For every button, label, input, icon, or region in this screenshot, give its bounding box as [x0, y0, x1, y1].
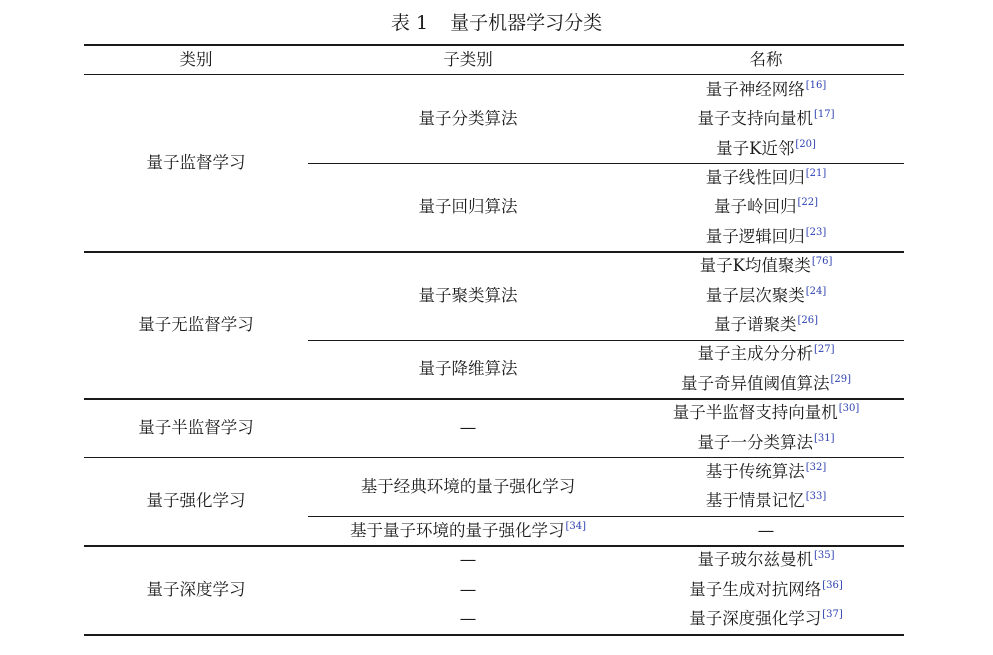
subcategory-cell — [308, 358, 628, 380]
name-cell — [628, 343, 904, 365]
name-cell — [628, 549, 904, 571]
citation-ref: [26] — [797, 314, 819, 326]
group-rule — [84, 251, 904, 252]
name-cell-text: 量子K均值聚类 — [699, 256, 811, 276]
subgroup-rule — [308, 163, 904, 164]
subcategory-cell-text: 量子聚类算法 — [418, 285, 518, 305]
subcategory-cell — [308, 285, 628, 307]
subcategory-cell — [308, 608, 628, 630]
name-cell — [628, 314, 904, 336]
subcategory-cell-text: 基于经典环境的量子强化学习 — [360, 476, 576, 496]
name-cell-text: 量子支持向量机 — [697, 109, 813, 129]
citation-ref: [16] — [805, 79, 827, 91]
citation-ref: [20] — [795, 138, 816, 150]
subcategory-cell-text: — — [459, 550, 477, 570]
name-cell — [628, 196, 904, 218]
citation-ref: [34] — [565, 520, 587, 532]
name-cell — [628, 226, 904, 248]
name-cell — [628, 138, 904, 160]
category-cell — [84, 490, 308, 512]
category-cell — [84, 579, 308, 601]
citation-ref: [36] — [822, 579, 843, 591]
citation-ref: [21] — [805, 167, 827, 179]
name-cell-text: — — [757, 520, 775, 540]
name-cell — [628, 255, 904, 277]
name-cell — [628, 432, 904, 454]
category-cell-text: 量子无监督学习 — [138, 314, 254, 334]
header-category: 类别 — [179, 50, 213, 69]
citation-ref: [22] — [797, 197, 819, 209]
name-cell — [628, 520, 904, 542]
name-cell — [628, 285, 904, 307]
citation-ref: [23] — [805, 226, 827, 238]
group-rule — [84, 398, 904, 399]
group-rule — [84, 545, 904, 546]
name-cell-text: 量子逻辑回归 — [705, 226, 805, 246]
name-cell — [628, 373, 904, 395]
citation-ref: [76] — [811, 256, 833, 268]
citation-ref: [35] — [813, 550, 835, 562]
citation-ref: [30] — [838, 403, 860, 415]
name-cell — [628, 579, 904, 601]
name-cell-text: 量子层次聚类 — [705, 285, 805, 305]
table-title: 量子机器学习分类 — [450, 12, 603, 34]
subcategory-cell — [308, 196, 628, 218]
subcategory-cell — [308, 549, 628, 571]
name-cell — [628, 402, 904, 424]
category-cell-text: 量子监督学习 — [146, 153, 246, 173]
subcategory-cell — [308, 417, 628, 439]
subcategory-cell — [308, 476, 628, 498]
citation-ref: [33] — [805, 491, 827, 503]
name-cell-text: 基于情景记忆 — [705, 491, 805, 511]
name-cell — [628, 108, 904, 130]
subcategory-cell-text: — — [459, 579, 477, 599]
header-name: 名称 — [749, 50, 783, 69]
name-cell-text: 量子奇异值阈值算法 — [680, 373, 830, 393]
subcategory-cell-text: 量子回归算法 — [418, 197, 518, 217]
subcategory-cell-text: — — [459, 608, 477, 628]
top-rule — [84, 44, 904, 46]
name-cell-text: 量子K近邻 — [716, 138, 795, 158]
name-cell-text: 量子一分类算法 — [697, 432, 813, 452]
subcategory-cell — [308, 108, 628, 130]
header-rule — [84, 74, 904, 75]
category-cell-text: 量子强化学习 — [146, 491, 246, 511]
bottom-rule — [84, 634, 904, 636]
name-cell-text: 基于传统算法 — [705, 461, 805, 481]
name-cell — [628, 79, 904, 101]
subcategory-cell — [308, 579, 628, 601]
name-cell — [628, 608, 904, 630]
name-cell-text: 量子岭回归 — [713, 197, 797, 217]
citation-ref: [24] — [805, 285, 827, 297]
name-cell-text: 量子生成对抗网络 — [689, 579, 822, 599]
name-cell-text: 量子玻尔兹曼机 — [697, 550, 813, 570]
name-cell — [628, 490, 904, 512]
citation-ref: [31] — [813, 432, 835, 444]
category-cell — [84, 314, 308, 336]
subcategory-cell — [308, 520, 628, 542]
name-cell-text: 量子神经网络 — [705, 79, 805, 99]
citation-ref: [37] — [822, 608, 843, 620]
name-cell-text: 量子半监督支持向量机 — [672, 403, 838, 423]
table-number: 表 1 — [390, 12, 429, 34]
subcategory-cell-text: 量子分类算法 — [418, 109, 518, 129]
citation-ref: [17] — [813, 109, 835, 121]
name-cell-text: 量子主成分分析 — [697, 344, 813, 364]
citation-ref: [27] — [813, 344, 835, 356]
category-cell — [84, 417, 308, 439]
category-cell — [84, 152, 308, 174]
name-cell — [628, 167, 904, 189]
category-cell-text: 量子半监督学习 — [138, 417, 254, 437]
subgroup-rule — [308, 516, 904, 517]
subgroup-rule — [308, 340, 904, 341]
subcategory-cell-text: 基于量子环境的量子强化学习 — [349, 520, 565, 540]
citation-ref: [32] — [805, 461, 827, 473]
category-cell-text: 量子深度学习 — [146, 579, 246, 599]
name-cell-text: 量子线性回归 — [705, 167, 805, 187]
name-cell-text: 量子深度强化学习 — [689, 608, 822, 628]
table-caption — [0, 8, 993, 38]
subcategory-cell-text: — — [459, 417, 477, 437]
group-rule — [84, 457, 904, 458]
subcategory-cell-text: 量子降维算法 — [418, 359, 518, 378]
header-subcategory: 子类别 — [443, 50, 493, 69]
name-cell — [628, 461, 904, 483]
citation-ref: [29] — [830, 373, 852, 385]
name-cell-text: 量子谱聚类 — [713, 314, 797, 334]
